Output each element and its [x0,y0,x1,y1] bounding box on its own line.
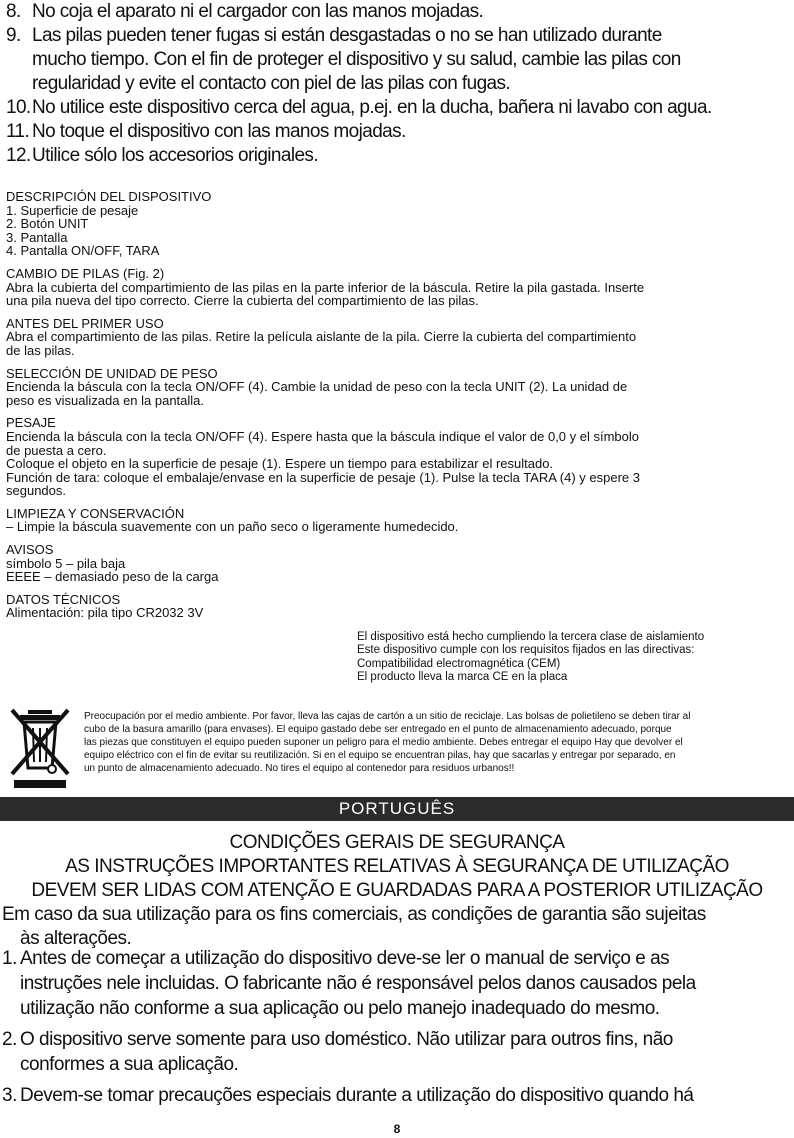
es-safety-item-9 [6,24,712,96]
paragraph-line: las piezas que constituyen el equipo pueden suponer un peligro para el medio ambiente. Debes entregar el equipo Hay que devolver el [84,737,683,748]
paragraph-line: símbolo 5 – pila baja [6,555,126,571]
list-item: 1. Superficie de pesaje [6,202,139,218]
tech-section [6,593,792,620]
section-heading: ANTES DEL PRIMER USO [6,315,164,331]
paragraph-line: peso es visualizada en la pantalla. [6,392,205,408]
section-heading: SELECCIÓN DE UNIDAD DE PESO [6,365,218,381]
list-item-text: conformes a sua aplicação. [20,1054,239,1075]
title-line: DEVEM SER LIDAS COM ATENÇÃO E GUARDADAS PARA A POSTERIOR UTILIZAÇÃO [31,880,763,901]
list-item-text: utilização não conforme a sua aplicação ou pelo manejo inadequado do mesmo. [20,998,660,1019]
list-number: 2. [2,1029,17,1050]
list-item-text: Utilice sólo los accesorios originales. [32,145,319,166]
unit-section [6,367,792,408]
list-item-text: No coja el aparato ni el cargador con las manos mojadas. [32,1,484,22]
paragraph-line: El producto lleva la marca CE en la placa [357,671,568,684]
list-number: 11. [6,121,30,142]
paragraph-line: un punto de almacenamiento adecuado. No tires el equipo al contenedor para residuos urbanos!! [84,763,515,774]
pt-safety-item-1 [2,946,696,1021]
battery-section [6,267,792,308]
paragraph-line: de las pilas. [6,342,75,358]
section-heading: DATOS TÉCNICOS [6,591,121,607]
paragraph-line: Abra el compartimiento de las pilas. Retire la película aislante de la pila. Cierre la cubierta del compartimiento [6,329,637,345]
list-item-text: Devem-se tomar precauções especiais durante a utilização do dispositivo quando há [20,1085,694,1106]
paragraph-line: Compatibilidad electromagnética (CEM) [357,657,561,670]
es-safety-item-8 [6,0,712,24]
paragraph-line: Este dispositivo cumple con los requisitos fijados en las directivas: [357,644,695,657]
list-item: 3. Pantalla [6,229,68,245]
list-item: 4. Pantalla ON/OFF, TARA [6,243,160,259]
paragraph-line: Función de tara: coloque el embalaje/envase en la superficie de pesaje (1). Pulse la tecla TARA (4) y espere 3 [6,469,640,485]
list-number: 9. [6,25,21,46]
paragraph-line: de puesta a cero. [6,442,107,458]
es-sections [6,190,792,620]
list-number: 3. [2,1085,17,1106]
paragraph-line: una pila nueva del tipo correcto. Cierre la cubierta del compartimiento de las pilas. [6,293,479,309]
paragraph-line: Coloque el objeto en la superficie de pesaje (1). Espere un tiempo para estabilizar el resultado. [6,456,554,472]
section-heading: DESCRIPCIÓN DEL DISPOSITIVO [6,189,212,204]
list-item-text: Antes de começar a utilização do dispositivo deve-se ler o manual de serviço e as [20,948,670,969]
es-safety-item-12 [6,144,712,168]
compliance-block [357,631,704,685]
es-safety-list [6,0,712,168]
list-item-text: No toque el dispositivo con las manos mojadas. [32,121,406,142]
list-item-text: mucho tiempo. Con el fin de proteger el dispositivo y su salud, cambie las pilas con [32,49,681,70]
list-item-text: Las pilas pueden tener fugas si están desgastadas o no se han utilizado durante [32,25,662,46]
list-number: 10. [6,97,31,118]
list-number: 1. [2,948,17,969]
es-safety-item-11 [6,120,712,144]
es-safety-item-10 [6,96,712,120]
page-number: 8 [393,1122,401,1136]
intro-line: às alterações. [20,928,132,949]
pt-body [2,903,706,951]
language-bar: PORTUGUÊS [0,797,794,821]
paragraph-line: – Limpie la báscula suavemente con un paño seco o ligeramente humedecido. [6,519,459,535]
pt-safety-list [2,946,696,1108]
title-line: AS INSTRUÇÕES IMPORTANTES RELATIVAS À SEGURANÇA DE UTILIZAÇÃO [65,856,729,877]
warnings-section [6,543,792,584]
paragraph-line: Encienda la báscula con la tecla ON/OFF (4). Cambie la unidad de peso con la tecla UNIT (2). La unidad de [6,379,628,395]
list-item-text: O dispositivo serve somente para uso doméstico. Não utilizar para outros fins, não [20,1029,673,1050]
paragraph-line: Preocupación por el medio ambiente. Por favor, lleva las cajas de cartón a un sitio de reciclaje. Las bolsas de polietileno se deben tirar al [84,711,691,722]
list-number: 12. [6,145,31,166]
paragraph-line: equipo eléctrico con el fin de evitar su reutilización. Si en el equipo se encuentran pilas, hay que sacarlas y entregar por separado, en [84,750,676,761]
paragraph-line: segundos. [6,483,66,499]
first-use-section [6,317,792,358]
list-item-text: instruções nele incluidas. O fabricante não é responsável pelos danos causados pela [20,973,696,994]
list-number: 8. [6,1,21,22]
paragraph-line: Encienda la báscula con la tecla ON/OFF (4). Espere hasta que la báscula indique el valor de 0,0 y el símbolo [6,428,640,444]
section-heading: LIMPIEZA Y CONSERVACIÓN [6,505,185,521]
cleaning-section [6,507,792,534]
paragraph-line: El dispositivo está hecho cumpliendo la tercera clase de aislamiento [357,631,705,643]
title-line: CONDIÇÕES GERAIS DE SEGURANÇA [229,832,565,853]
environment-notice [84,710,790,775]
crossed-out-bin-icon [8,706,72,790]
intro-line: Em caso da sua utilização para os fins comerciais, as condições de garantia são sujeitas [2,904,706,925]
pt-safety-item-3 [2,1083,696,1108]
pt-title [0,831,794,903]
description-section [6,190,792,258]
section-heading: CAMBIO DE PILAS (Fig. 2) [6,265,165,281]
weighing-section [6,416,792,498]
paragraph-line: EEEE – demasiado peso de la carga [6,569,219,585]
list-item: 2. Botón UNIT [6,216,89,232]
paragraph-line: cubo de la basura amarillo (para envases). El equipo gastado debe ser entregado en el punto de almacenamiento adecuado, porque [84,724,672,735]
pt-safety-item-2 [2,1027,696,1077]
section-heading: AVISOS [6,542,54,558]
paragraph-line: Alimentación: pila tipo CR2032 3V [6,605,204,621]
section-heading: PESAJE [6,415,56,431]
list-item-text: regularidad y evite el contacto con piel de las pilas con fugas. [32,73,511,94]
list-item-text: No utilice este dispositivo cerca del agua, p.ej. en la ducha, bañera ni lavabo con agua. [32,97,712,118]
paragraph-line: Abra la cubierta del compartimiento de las pilas en la parte inferior de la báscula. Retire la pila gastada. Inserte [6,279,645,295]
